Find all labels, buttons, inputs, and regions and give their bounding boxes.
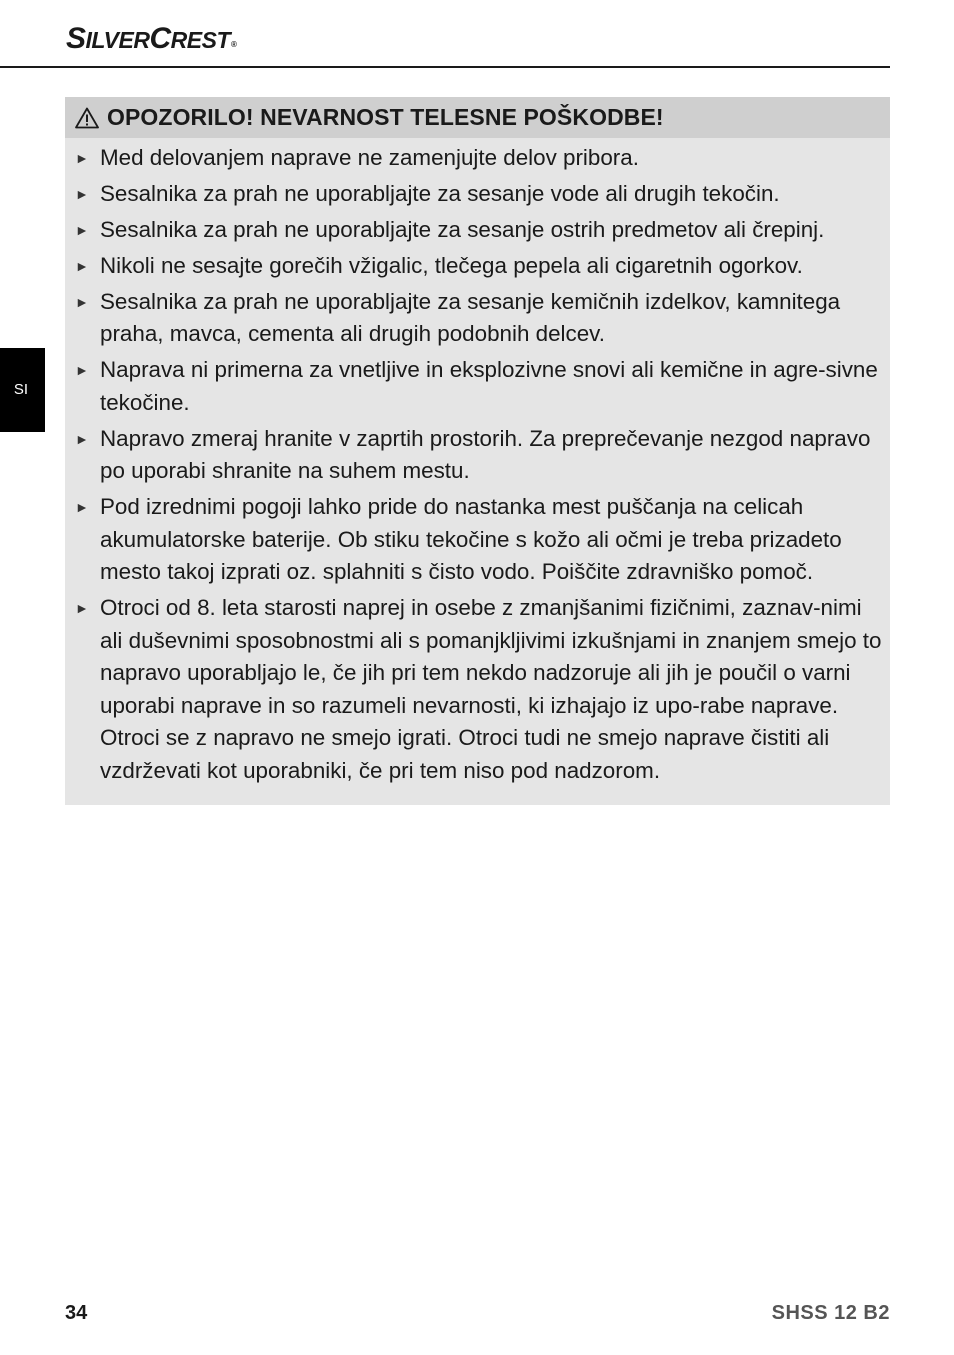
warning-item bbox=[65, 178, 890, 211]
registered-mark: ® bbox=[231, 40, 237, 49]
bullet-arrow-icon: ► bbox=[75, 257, 89, 274]
brand-text-rest: REST bbox=[170, 27, 230, 53]
brand-initial-c: C bbox=[149, 22, 171, 55]
brand-text-ilver: ILVER bbox=[85, 27, 150, 53]
brand-initial-s: S bbox=[66, 22, 86, 55]
warning-item bbox=[65, 592, 890, 788]
bullet-arrow-icon: ► bbox=[75, 293, 89, 310]
bullet-arrow-icon: ► bbox=[75, 499, 89, 516]
warning-item-text: Sesalnika za prah ne uporabljajte za sesanje kemičnih izdelkov, kamnitega praha, mavca, cementa ali drugih podobnih delcev. bbox=[100, 288, 841, 347]
model-code: SHSS 12 B2 bbox=[771, 1302, 890, 1324]
warning-item-text: Med delovanjem naprave ne zamenjujte delov pribora. bbox=[100, 145, 639, 170]
bullet-arrow-icon: ► bbox=[75, 185, 89, 202]
warning-header bbox=[65, 97, 890, 138]
warning-box bbox=[65, 97, 890, 805]
language-tab-label: SI bbox=[13, 381, 29, 398]
warning-item bbox=[65, 354, 890, 419]
language-tab bbox=[0, 348, 45, 432]
warning-item-text: Sesalnika za prah ne uporabljajte za sesanje vode ali drugih tekočin. bbox=[100, 180, 780, 206]
warning-item bbox=[65, 286, 890, 351]
page-number: 34 bbox=[65, 1302, 88, 1324]
warning-item bbox=[65, 142, 890, 175]
bullet-arrow-icon: ► bbox=[75, 362, 89, 379]
warning-list bbox=[65, 142, 890, 791]
warning-item-text: Napravo zmeraj hranite v zaprtih prostorih. Za preprečevanje nezgod napravo po uporabi shranite na suhem mestu. bbox=[100, 425, 871, 484]
header-divider bbox=[0, 66, 890, 68]
warning-item bbox=[65, 214, 890, 247]
bullet-arrow-icon: ► bbox=[75, 600, 89, 617]
warning-item bbox=[65, 250, 890, 283]
warning-item-text: Pod izrednimi pogoji lahko pride do nastanka mest puščanja na celicah akumulatorske baterije. Ob stiku tekočine s kožo ali očmi je treba prizadeto mesto takoj izprati oz. splahniti s čisto vodo. Poiščite zdravniško pomoč. bbox=[100, 494, 842, 585]
warning-item bbox=[65, 423, 890, 488]
warning-title: OPOZORILO! NEVARNOST TELESNE POŠKODBE! bbox=[107, 104, 664, 130]
warning-item-text: Naprava ni primerna za vnetljive in eksplozivne snovi ali kemične in agre-sivne tekočine. bbox=[100, 357, 878, 415]
bullet-arrow-icon: ► bbox=[75, 221, 89, 238]
warning-item-text: Otroci od 8. leta starosti naprej in osebe z zmanjšanimi fizičnimi, zaznav-nimi ali duševnimi sposobnostmi ali s pomanjkljivimi izkušnjami in znanjem smejo to napravo uporabljajo le, če jih pri tem nekdo nadzoruje ali jih je poučil o varni uporabi naprave in so razumeli nevarnosti, ki izhajajo iz upo-rabe naprave. Otroci se z napravo ne smejo igrati. Otroci tudi ne smejo naprave čistiti ali vzdrževati kot uporabniki, če pri tem niso pod nadzorom. bbox=[100, 595, 882, 784]
brand-logo bbox=[66, 22, 236, 57]
bullet-arrow-icon: ► bbox=[75, 430, 89, 447]
warning-item bbox=[65, 491, 890, 589]
warning-triangle-icon bbox=[75, 107, 99, 129]
warning-item-text: Sesalnika za prah ne uporabljajte za sesanje ostrih predmetov ali črepinj. bbox=[100, 216, 825, 242]
bullet-arrow-icon: ► bbox=[75, 150, 89, 166]
warning-item-text: Nikoli ne sesajte gorečih vžigalic, tlečega pepela ali cigaretnih ogorkov. bbox=[100, 252, 803, 278]
